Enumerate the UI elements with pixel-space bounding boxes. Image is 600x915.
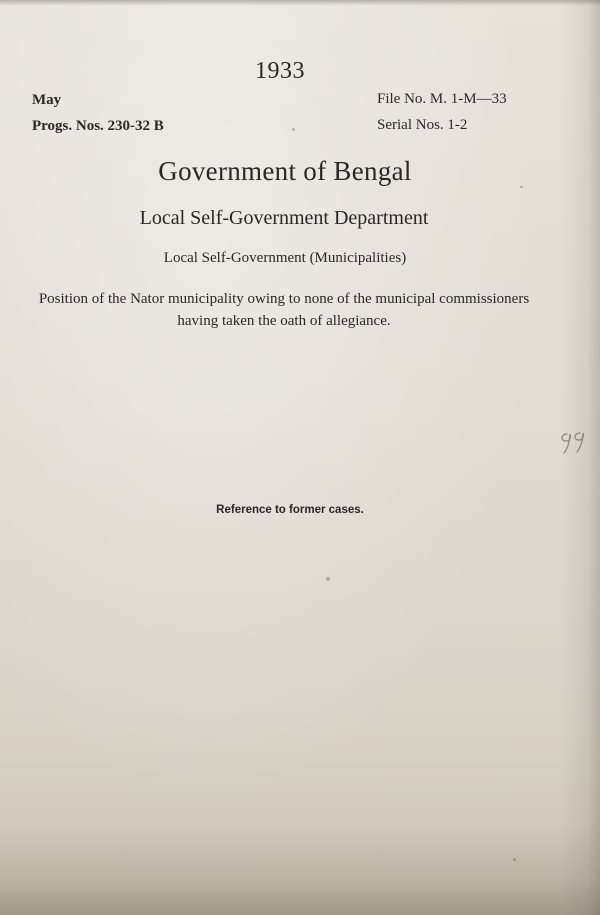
paper-speck [513, 858, 516, 861]
month-label: May [32, 92, 62, 108]
paper-speck [326, 577, 330, 581]
government-title: Government of Bengal [158, 156, 412, 186]
page-shadow-bottom [0, 825, 600, 915]
year-heading: 1933 [255, 58, 305, 84]
handwritten-page-number [558, 428, 592, 458]
reference-heading: Reference to former cases. [216, 504, 364, 516]
sub-department-title: Local Self-Government (Municipalities) [163, 250, 407, 266]
paper-speck [292, 128, 295, 131]
page-top-edge [0, 0, 600, 6]
serial-numbers: Serial Nos. 1-2 [377, 117, 468, 133]
department-title: Local Self-Government Department [139, 207, 429, 229]
file-number: File No. M. 1-M—33 [377, 91, 507, 107]
subject-paragraph: Position of the Nator municipality owing to none of the municipal commissioners having taken the oath of allegiance. [38, 291, 530, 329]
proceedings-numbers: Progs. Nos. 230-32 B [32, 118, 164, 134]
